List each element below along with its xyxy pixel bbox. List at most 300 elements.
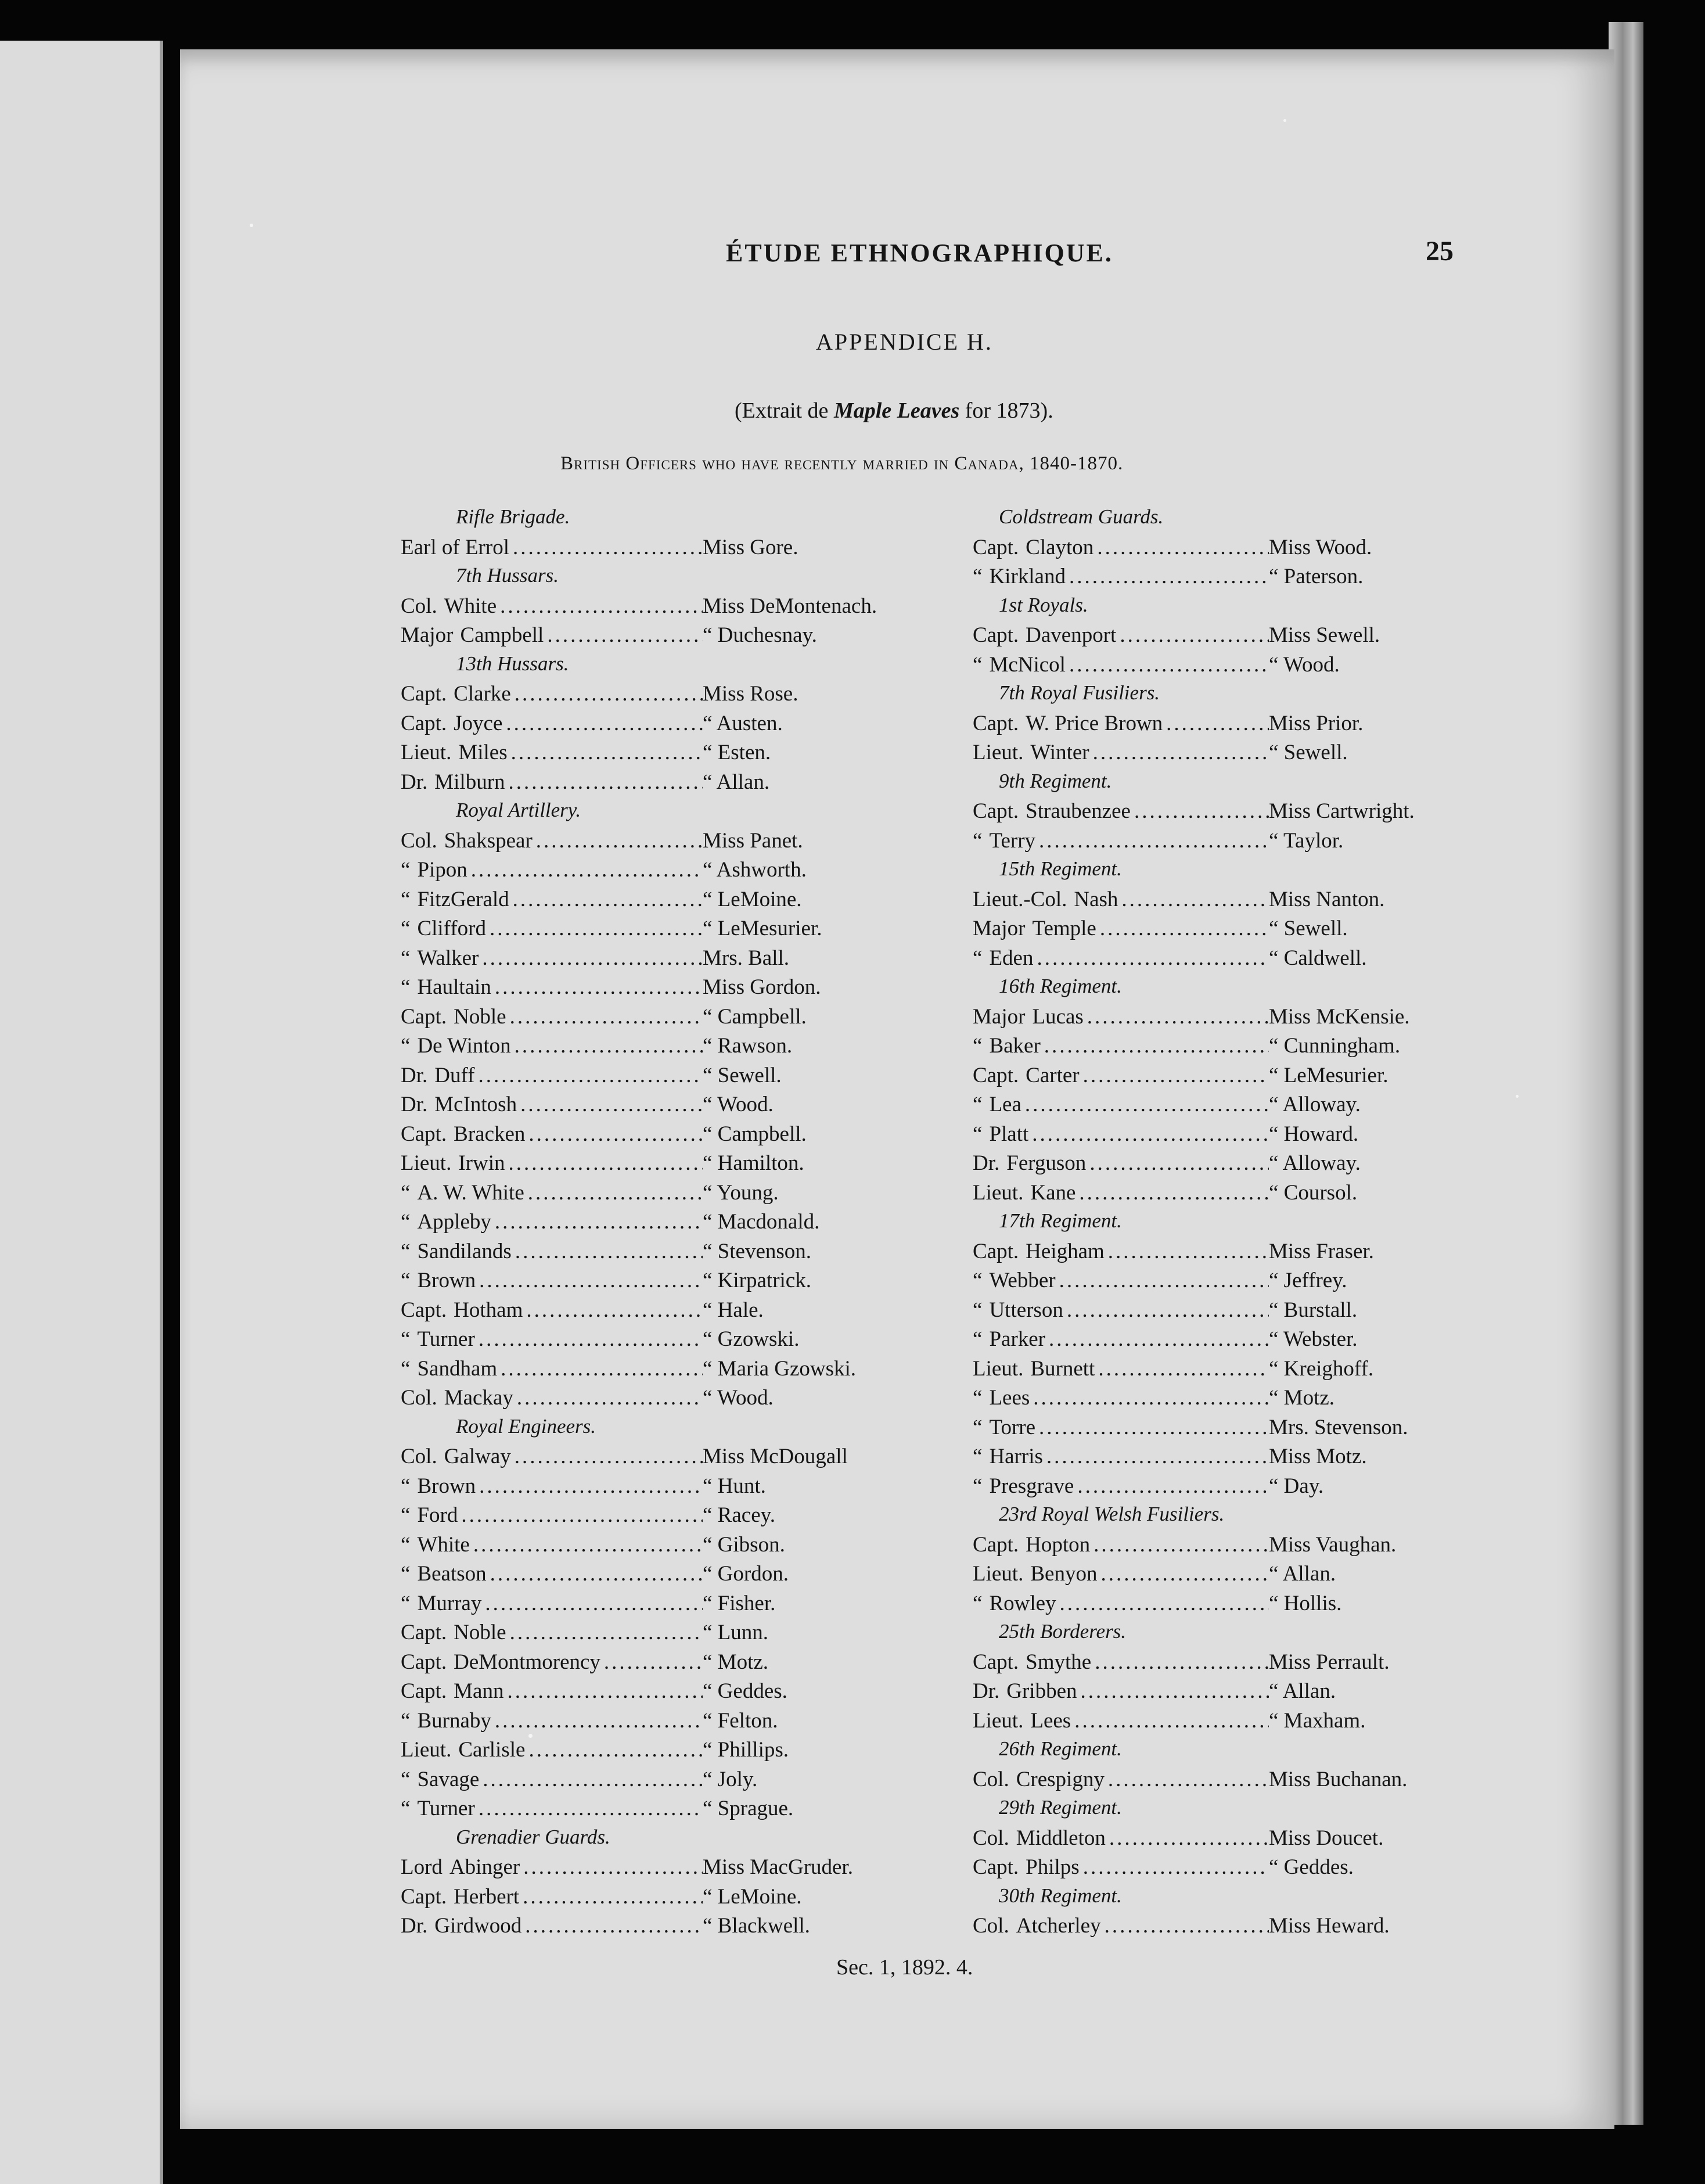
- officer-rank: Dr.: [973, 1151, 1000, 1175]
- officer-name: Kirkland: [989, 565, 1066, 588]
- dot-leader: [515, 1033, 703, 1058]
- spouse-name: “ Taylor.: [1269, 828, 1344, 853]
- dot-leader: [1108, 1767, 1269, 1792]
- marriage-entry: [401, 1737, 918, 1767]
- spouse-name: “ Wood.: [703, 1386, 774, 1410]
- dot-leader: [520, 1092, 703, 1117]
- marriage-entry: [973, 1532, 1455, 1562]
- officer: [401, 1796, 703, 1821]
- officer-rank: “: [401, 1210, 411, 1234]
- officer-name: Savage: [417, 1767, 480, 1791]
- officer: [973, 564, 1269, 589]
- officer: [401, 1561, 703, 1586]
- dot-leader: [1039, 828, 1269, 853]
- marriage-entry: [973, 1561, 1455, 1591]
- officer-rank: Col.: [401, 1445, 437, 1468]
- dot-leader: [1025, 1092, 1269, 1117]
- marriage-entry: [401, 1884, 918, 1914]
- dot-leader: [517, 1385, 703, 1410]
- officer: [401, 1033, 703, 1058]
- marriage-entry: [401, 1532, 918, 1562]
- dot-leader: [479, 1474, 703, 1499]
- officer-name: Webber: [989, 1269, 1056, 1292]
- officer-rank: “: [973, 1386, 983, 1410]
- spouse-name: “ Coursol.: [1269, 1180, 1358, 1205]
- facing-page-edge: [0, 41, 163, 2184]
- marriage-entry: [401, 1268, 918, 1298]
- officer-name: Turner: [417, 1797, 475, 1820]
- regiment-heading: Grenadier Guards.: [456, 1825, 610, 1848]
- officer-name: Murray: [417, 1591, 482, 1615]
- officer-name: Irwin: [458, 1151, 505, 1175]
- marriage-entry: [401, 770, 918, 799]
- dot-leader: [506, 711, 703, 736]
- spouse-name: “ Burstall.: [1269, 1298, 1358, 1322]
- marriage-entry: [401, 887, 918, 917]
- officer-rank: Capt.: [401, 1122, 447, 1146]
- officer-rank: Capt.: [973, 1063, 1019, 1087]
- marriage-entry: [401, 1474, 918, 1503]
- officer: [401, 1239, 703, 1264]
- officer: [401, 740, 703, 765]
- officer: [973, 1004, 1269, 1029]
- officer: [401, 1298, 703, 1323]
- spouse-name: Miss McDougall: [703, 1445, 848, 1468]
- spouse-name: “ Sewell.: [1269, 741, 1348, 764]
- officer-name: De Winton: [417, 1034, 511, 1058]
- dot-leader: [471, 857, 703, 882]
- spouse-name: “ Geddes.: [1269, 1855, 1354, 1879]
- marriage-entry: [973, 1913, 1455, 1943]
- officer-name: Clarke: [454, 682, 511, 706]
- officer-rank: “: [973, 1474, 983, 1498]
- officer-name: A. W. White: [417, 1180, 524, 1205]
- officer-rank: Capt.: [401, 1679, 447, 1703]
- officer-rank: Capt.: [973, 711, 1019, 735]
- dot-leader: [1049, 1327, 1269, 1352]
- officer-name: Walker: [417, 946, 479, 970]
- officer-name: Carlisle: [458, 1738, 526, 1762]
- regiment-heading: 29th Regiment.: [999, 1796, 1122, 1819]
- officer-rank: “: [973, 1327, 983, 1351]
- dot-leader: [513, 535, 703, 560]
- dot-leader: [490, 1561, 703, 1586]
- officer: [973, 887, 1269, 912]
- regiment-heading: Coldstream Guards.: [999, 505, 1164, 528]
- officer-name: Lees: [1030, 1708, 1071, 1733]
- officer: [973, 1298, 1269, 1323]
- dot-leader: [1098, 1356, 1269, 1381]
- marriage-entry: [401, 1180, 918, 1210]
- officer-name: Milburn: [434, 770, 505, 794]
- spouse-name: “ Howard.: [1269, 1122, 1359, 1146]
- dot-leader: [473, 1532, 703, 1557]
- officer: [973, 535, 1269, 560]
- spouse-name: “ Cunningham.: [1269, 1034, 1401, 1058]
- spouse-name: “ Hale.: [703, 1298, 764, 1322]
- officer-rank: “: [401, 1562, 411, 1586]
- running-title: ÉTUDE ETHNOGRAPHIQUE.: [726, 239, 1113, 267]
- marriage-entry: [401, 1122, 918, 1151]
- spouse-name: Miss DeMontenach.: [703, 594, 877, 618]
- officer-name: Burnaby: [417, 1708, 491, 1733]
- dot-leader: [1121, 887, 1269, 912]
- spouse-name: “ Hunt.: [703, 1474, 766, 1498]
- regiment-heading: 1st Royals.: [999, 593, 1088, 616]
- officer-rank: “: [401, 1708, 411, 1733]
- dot-leader: [500, 594, 703, 619]
- dot-leader: [485, 1591, 703, 1616]
- dot-leader: [1033, 1385, 1269, 1410]
- dot-leader: [515, 681, 703, 706]
- list-subtitle: British Officers who have recently married in Canada, 1840-1870.: [560, 453, 1124, 474]
- officer-name: Carter: [1026, 1063, 1080, 1087]
- regiment-heading: 30th Regiment.: [999, 1884, 1122, 1907]
- officer-name: Miles: [458, 741, 508, 764]
- regiment-heading: 7th Royal Fusiliers.: [999, 681, 1160, 704]
- dot-leader: [1089, 1151, 1269, 1176]
- dot-leader: [1166, 711, 1269, 736]
- marriage-entry: [401, 1561, 918, 1591]
- officer-rank: Col.: [401, 594, 437, 618]
- marriage-entry: [973, 1063, 1455, 1093]
- officer: [401, 1708, 703, 1733]
- officer-rank: Capt.: [973, 1855, 1019, 1879]
- dot-leader: [515, 1444, 703, 1469]
- dot-leader: [1060, 1591, 1269, 1616]
- officer: [401, 1884, 703, 1909]
- officer-name: Kane: [1030, 1180, 1076, 1205]
- marriage-entry: [973, 711, 1455, 741]
- spouse-name: “ LeMesurier.: [703, 917, 822, 940]
- officer-name: Mackay: [444, 1386, 513, 1410]
- marriage-entry: [973, 1356, 1455, 1386]
- marriage-entry: [401, 1063, 918, 1093]
- spouse-name: “ Lunn.: [703, 1621, 769, 1644]
- officer: [973, 740, 1269, 765]
- spouse-name: Miss Nanton.: [1269, 887, 1385, 911]
- marriage-entry: [401, 1385, 918, 1415]
- officer-rank: Lieut.: [973, 1708, 1024, 1733]
- spouse-name: “ Kreighoff.: [1269, 1356, 1374, 1381]
- officer-rank: Col.: [401, 828, 437, 853]
- marriage-entry: [973, 1767, 1455, 1797]
- officer-rank: “: [973, 1415, 983, 1439]
- marriage-entry: [401, 1855, 918, 1884]
- officer-rank: “: [973, 828, 983, 853]
- spouse-name: “ Allan.: [1269, 1562, 1336, 1586]
- officer: [973, 1415, 1269, 1440]
- officer: [973, 1532, 1269, 1557]
- officer-name: Terry: [989, 828, 1036, 853]
- dot-leader: [536, 828, 703, 853]
- spouse-name: Miss Wood.: [1269, 535, 1372, 559]
- officer-rank: Lieut.: [973, 1356, 1024, 1381]
- officer-name: Smythe: [1026, 1650, 1092, 1674]
- dot-leader: [1105, 1913, 1269, 1938]
- spouse-name: Mrs. Ball.: [703, 946, 790, 970]
- spouse-name: “ Duchesnay.: [703, 623, 817, 647]
- officer-rank: Capt.: [973, 1239, 1019, 1263]
- marriage-entry: [973, 1180, 1455, 1210]
- officer: [973, 1591, 1269, 1616]
- spouse-name: “ Kirpatrick.: [703, 1269, 811, 1292]
- dot-leader: [510, 1004, 703, 1029]
- spouse-name: “ Stevenson.: [703, 1239, 812, 1263]
- officer: [401, 1151, 703, 1176]
- officer-rank: “: [973, 652, 983, 677]
- spouse-name: “ Racey.: [703, 1503, 775, 1527]
- officer: [401, 711, 703, 736]
- marriage-entry: [973, 828, 1455, 858]
- spouse-name: Miss Prior.: [1269, 711, 1364, 735]
- spouse-name: Miss Buchanan.: [1269, 1767, 1408, 1791]
- officer-rank: “: [973, 1093, 983, 1116]
- officer: [401, 681, 703, 706]
- officer-name: Ford: [417, 1503, 458, 1527]
- marriage-entry: [401, 828, 918, 858]
- officer-name: Torre: [989, 1415, 1036, 1439]
- dot-leader: [482, 946, 703, 971]
- officer-name: White: [444, 594, 497, 618]
- officer: [973, 1561, 1269, 1586]
- officer-name: FitzGerald: [417, 887, 509, 911]
- marriage-entry: [401, 711, 918, 741]
- marriage-entry: [401, 1913, 918, 1943]
- officer-rank: Capt.: [973, 1650, 1019, 1674]
- dot-leader: [495, 1209, 703, 1234]
- officer-name: Gribben: [1006, 1679, 1077, 1703]
- officer: [401, 1063, 703, 1088]
- spouse-name: “ LeMoine.: [703, 887, 802, 911]
- dot-leader: [495, 975, 703, 1000]
- officer-rank: Capt.: [401, 1004, 447, 1029]
- officer-name: Lucas: [1032, 1004, 1084, 1029]
- spouse-name: “ Webster.: [1269, 1327, 1358, 1351]
- officer-rank: “: [973, 946, 983, 970]
- officer-rank: “: [973, 1591, 983, 1615]
- officer: [401, 1503, 703, 1528]
- officer: [401, 1591, 703, 1616]
- left-column: [401, 505, 918, 1943]
- officer: [973, 828, 1269, 853]
- spouse-name: “ Sewell.: [1269, 917, 1348, 940]
- spouse-name: “ Ashworth.: [703, 858, 807, 882]
- marriage-entry: [401, 681, 918, 711]
- officer-rank: Capt.: [401, 1298, 447, 1322]
- officer: [401, 1268, 703, 1293]
- spouse-name: “ Jeffrey.: [1269, 1269, 1347, 1292]
- dot-leader: [1079, 1180, 1269, 1205]
- officer-rank: “: [401, 887, 411, 911]
- officer-rank: “: [401, 1327, 411, 1351]
- officer-name: Eden: [989, 946, 1034, 970]
- officer: [973, 1033, 1269, 1058]
- officer-name: Philps: [1026, 1855, 1080, 1879]
- officer-name: Brown: [417, 1474, 476, 1498]
- officer: [401, 828, 703, 853]
- spouse-name: Miss McKensie.: [1269, 1004, 1410, 1029]
- officer: [401, 1444, 703, 1469]
- spouse-name: “ Caldwell.: [1269, 946, 1367, 970]
- officer: [973, 1708, 1269, 1733]
- marriage-entry: [401, 1444, 918, 1474]
- dot-leader: [1083, 1855, 1269, 1880]
- officer-name: Girdwood: [434, 1914, 522, 1938]
- officer-rank: Capt.: [401, 682, 447, 706]
- spouse-name: “ Fisher.: [703, 1591, 776, 1615]
- spouse-name: “ Sewell.: [703, 1063, 782, 1087]
- officer: [401, 1092, 703, 1117]
- officer-rank: “: [401, 1503, 411, 1527]
- spouse-name: Miss Sewell.: [1269, 623, 1380, 647]
- officer: [973, 1063, 1269, 1088]
- officer-name: Bracken: [454, 1122, 526, 1146]
- officer: [973, 916, 1269, 941]
- officer-name: Galway: [444, 1445, 511, 1468]
- marriage-entry: [401, 1591, 918, 1621]
- dot-leader: [511, 740, 703, 765]
- regiment-heading: 9th Regiment.: [999, 769, 1112, 792]
- regiment-heading: 23rd Royal Welsh Fusiliers.: [999, 1503, 1225, 1525]
- officer: [401, 1327, 703, 1352]
- officer-name: Hopton: [1026, 1532, 1091, 1557]
- spouse-name: “ Wood.: [703, 1093, 774, 1116]
- marriage-entry: [401, 1356, 918, 1386]
- officer: [973, 1913, 1269, 1938]
- officer-name: Clifford: [417, 917, 486, 940]
- extract-source: Maple Leaves: [833, 398, 960, 423]
- officer: [401, 770, 703, 795]
- officer-name: Sandham: [417, 1356, 498, 1381]
- officer-rank: “: [401, 1180, 411, 1205]
- dot-leader: [1134, 799, 1269, 824]
- officer-rank: Major: [401, 623, 454, 647]
- officer-name: Pipon: [417, 858, 467, 882]
- spouse-name: Mrs. Stevenson.: [1269, 1415, 1408, 1439]
- officer-name: Beatson: [417, 1562, 487, 1586]
- marriage-entry: [401, 1679, 918, 1708]
- dot-leader: [1067, 1298, 1269, 1323]
- officer-name: Duff: [434, 1063, 475, 1087]
- spouse-name: “ Gordon.: [703, 1562, 789, 1586]
- marriage-entry: [973, 887, 1455, 917]
- officer: [401, 1650, 703, 1675]
- dot-leader: [495, 1708, 703, 1733]
- officer-rank: “: [401, 975, 411, 999]
- officer-rank: “: [401, 1356, 411, 1381]
- officer-rank: Lieut.: [973, 1180, 1024, 1205]
- officer: [401, 1679, 703, 1704]
- officer-rank: Capt.: [973, 535, 1019, 559]
- officer-rank: Earl of Errol: [401, 535, 509, 559]
- officer-name: White: [417, 1532, 470, 1557]
- spouse-name: Miss Heward.: [1269, 1914, 1390, 1938]
- officer: [973, 1180, 1269, 1205]
- officer: [973, 1826, 1269, 1851]
- officer-name: Nash: [1074, 887, 1118, 911]
- dot-leader: [1044, 1033, 1269, 1058]
- marriage-entry: [973, 1033, 1455, 1063]
- officer-name: Temple: [1032, 917, 1096, 940]
- officer-rank: Dr.: [401, 1914, 428, 1938]
- officer-name: Winter: [1030, 741, 1089, 764]
- dot-leader: [523, 1855, 703, 1880]
- spouse-name: “ Macdonald.: [703, 1210, 820, 1234]
- appendix-title: APPENDICE H.: [816, 329, 993, 355]
- marriage-entry: [973, 799, 1455, 828]
- officer: [401, 1913, 703, 1938]
- officer-name: Hotham: [454, 1298, 523, 1322]
- regiment-heading: 26th Regiment.: [999, 1737, 1122, 1760]
- officer: [973, 1268, 1269, 1293]
- marriage-entry: [401, 1327, 918, 1356]
- marriage-entry: [973, 1708, 1455, 1738]
- spouse-name: “ Day.: [1269, 1474, 1324, 1498]
- regiment-heading: 7th Hussars.: [456, 564, 559, 587]
- officer-rank: Dr.: [973, 1679, 1000, 1703]
- spouse-name: “ Wood.: [1269, 652, 1340, 677]
- marriage-entry: [973, 1122, 1455, 1151]
- officer-rank: “: [401, 1797, 411, 1820]
- dot-leader: [490, 916, 703, 941]
- regiment-heading: 25th Borderers.: [999, 1620, 1127, 1643]
- officer-rank: “: [401, 1269, 411, 1292]
- marriage-entry: [973, 1151, 1455, 1180]
- officer-rank: Capt.: [973, 1532, 1019, 1557]
- officer-name: Benyon: [1030, 1562, 1098, 1586]
- spouse-name: “ Alloway.: [1269, 1151, 1361, 1175]
- officer-rank: Lieut.: [973, 1562, 1024, 1586]
- spouse-name: “ Alloway.: [1269, 1093, 1361, 1116]
- dot-leader: [479, 1268, 703, 1293]
- officer-name: Middleton: [1016, 1826, 1106, 1850]
- marriage-entry: [401, 1298, 918, 1327]
- regiment-heading: Royal Artillery.: [456, 799, 581, 821]
- officer-rank: “: [401, 917, 411, 940]
- regiment-heading: 16th Regiment.: [999, 975, 1122, 997]
- officer: [973, 652, 1269, 677]
- officer-rank: Dr.: [401, 770, 428, 794]
- officer-name: Presgrave: [989, 1474, 1074, 1498]
- officer: [401, 887, 703, 912]
- officer-name: Straubenzee: [1026, 799, 1131, 823]
- regiment-heading: Rifle Brigade.: [456, 505, 570, 528]
- officer: [973, 1650, 1269, 1675]
- officer-rank: Lord: [401, 1855, 443, 1879]
- spouse-name: Miss Cartwright.: [1269, 799, 1415, 823]
- spouse-name: “ Esten.: [703, 741, 771, 764]
- spouse-name: “ Maxham.: [1269, 1708, 1366, 1733]
- officer-name: W. Price Brown: [1026, 711, 1163, 735]
- dot-leader: [528, 1122, 703, 1147]
- dot-leader: [526, 1298, 703, 1323]
- marriage-entry: [973, 1826, 1455, 1855]
- officer: [401, 623, 703, 648]
- officer-name: Sandilands: [417, 1239, 512, 1263]
- officer: [401, 857, 703, 882]
- officer: [973, 1385, 1269, 1410]
- dot-leader: [1100, 916, 1269, 941]
- marriage-entry: [973, 1327, 1455, 1356]
- spouse-name: Miss MacGruder.: [703, 1855, 853, 1879]
- officer-rank: Dr.: [401, 1063, 428, 1087]
- officer-rank: “: [973, 1445, 983, 1468]
- officer: [401, 975, 703, 1000]
- dot-leader: [478, 1063, 703, 1088]
- officer-name: Ferguson: [1006, 1151, 1087, 1175]
- dot-leader: [513, 887, 703, 912]
